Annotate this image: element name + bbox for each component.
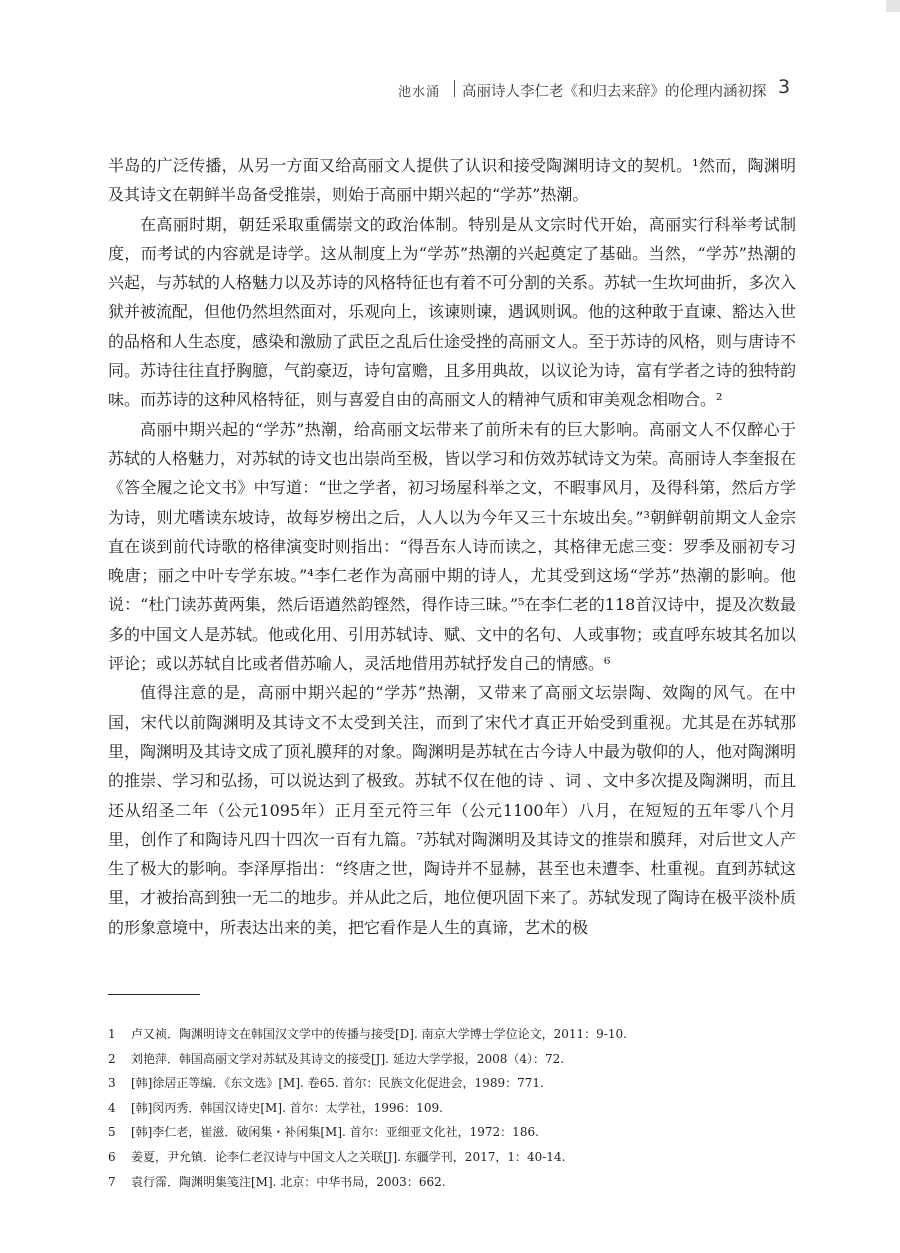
corner-mark [886, 0, 900, 12]
header-title: 高丽诗人李仁老《和归去来辞》的伦理内涵初探 [462, 84, 767, 100]
footnote [108, 1145, 808, 1170]
footnote-rule [108, 994, 200, 995]
footnote [108, 1170, 808, 1195]
footnote-text: 卢又祯．陶渊明诗文在韩国汉文学中的传播与接受[D]. 南京大学博士学位论文，2011：9-10. [131, 1027, 627, 1041]
header-author: 池水涌 [398, 85, 441, 100]
paragraph-2: 在高丽时期，朝廷采取重儒崇文的政治体制。特别是从文宗时代开始，高丽实行科举考试制度，而考试的内容就是诗学。这从制度上为“学苏”热潮的兴起奠定了基础。当然，“学苏”热潮的兴起，与苏轼的人格魅力以及苏诗的风格特征也有着不可分割的关系。苏轼一生坎坷曲折，多次入狱并被流配，但他仍然坦然面对，乐观向上，该谏则谏，遇讽则讽。他的这种敢于直谏、豁达入世的品格和人生态度，感染和激励了武臣之乱后仕途受挫的高丽文人。至于苏诗的风格，则与唐诗不同。苏诗往往直抒胸臆，气韵豪迈，诗句富赡，且多用典故，以议论为诗，富有学者之诗的独特韵味。而苏诗的这种风格特征，则与喜爱自由的高丽文人的精神气质和审美观念相吻合。² [108, 214, 797, 410]
page-number: 3 [778, 76, 791, 98]
paragraph-3: 高丽中期兴起的“学苏”热潮，给高丽文坛带来了前所未有的巨大影响。高丽文人不仅醉心于苏轼的人格魅力，对苏轼的诗文也出崇尚至极，皆以学习和仿效苏轼诗文为荣。高丽诗人李奎报在《答全履之论文书》中写道：“世之学者，初习场屋科举之文，不暇事风月，及得科第，然后方学为诗，则尤嗜读东坡诗，故每岁榜出之后，人人以为今年又三十东坡出矣。”³朝鲜朝前期文人金宗直在谈到前代诗歌的格律演变时则指出：“得吾东人诗而读之，其格律无虑三变：罗季及丽初专习晚唐；丽之中叶专学东坡。”⁴李仁老作为高丽中期的诗人，尤其受到这场“学苏”热潮的影响。他说：“杜门读苏黄两集，然后语遒然韵铿然，得作诗三昧。”⁵在李仁老的118首汉诗中，提及次数最多的中国文人是苏轼。他或化用、引用苏轼诗、赋、文中的名句、人或事物；或直呼东坡其名加以评论；或以苏轼自比或者借苏喻人，灵活地借用苏轼抒发自己的情感。⁶ [108, 419, 797, 674]
running-head [0, 78, 900, 102]
footnote-text: [韩]李仁老，崔滋．破闲集・补闲集[M]. 首尔：亚细亚文化社，1972：186. [131, 1125, 539, 1140]
paragraph-4: 值得注意的是，高丽中期兴起的“学苏”热潮，又带来了高丽文坛崇陶、效陶的风气。在中国，宋代以前陶渊明及其诗文不太受到关注，而到了宋代才真正开始受到重视。尤其是在苏轼那里，陶渊明及其诗文成了顶礼膜拜的对象。陶渊明是苏轼在古今诗人中最为敬仰的人，他对陶渊明的推崇、学习和弘扬，可以说达到了极致。苏轼不仅在他的诗 、词 、文中多次提及陶渊明，而且还从绍圣二年（公元1095年）正月至元符三年（公元1100年）八月，在短短的五年零八个月里，创作了和陶诗凡四十四次一百有九篇。⁷苏轼对陶渊明及其诗文的推崇和膜拜，对后世文人产生了极大的影响。李泽厚指出：“终唐之世，陶诗并不显赫，甚至也未遭李、杜重视。直到苏轼这里，才被抬高到独一无二的地步。并从此之后，地位便巩固下来了。苏轼发现了陶诗在极平淡朴质的形象意境中，所表达出来的美，把它看作是人生的真谛，艺术的极 [108, 683, 797, 937]
footnote-number: 3 [108, 1076, 116, 1091]
footnote [108, 1047, 808, 1072]
footnote-text: [韩]徐居正等编．《东文选》[M]. 卷65. 首尔：民族文化促进会，1989：771. [131, 1076, 544, 1091]
paragraph-1: 半岛的广泛传播，从另一方面又给高丽文人提供了认识和接受陶渊明诗文的契机。¹然而，陶渊明及其诗文在朝鲜半岛备受推崇，则始于高丽中期兴起的“学苏”热潮。 [108, 156, 796, 205]
footnote-number: 1 [108, 1027, 116, 1041]
footnote-text: [韩]闵丙秀．韩国汉诗史[M]. 首尔：太学社，1996：109. [131, 1100, 443, 1115]
footnote-number: 4 [108, 1100, 116, 1115]
footnote-text: 刘艳萍．韩国高丽文学对苏轼及其诗文的接受[J]. 延边大学学报，2008（4）：72. [131, 1051, 565, 1066]
footnote-text: 袁行霈．陶渊明集笺注[M]. 北京：中华书局，2003：662. [131, 1174, 446, 1189]
footnote [108, 1022, 808, 1047]
footnotes [108, 1022, 808, 1194]
footnote-number: 2 [108, 1051, 116, 1066]
header-separator [454, 80, 455, 97]
footnote [108, 1096, 808, 1121]
footnote-text: 姜夏，尹允镇．论李仁老汉诗与中国文人之关联[J]. 东疆学刊，2017，1：40-14. [131, 1149, 566, 1164]
footnote [108, 1120, 808, 1145]
footnote-number: 7 [108, 1174, 116, 1189]
footnote-number: 6 [108, 1149, 116, 1164]
body-text [108, 151, 796, 942]
footnote-number: 5 [108, 1125, 116, 1140]
footnote [108, 1071, 808, 1096]
